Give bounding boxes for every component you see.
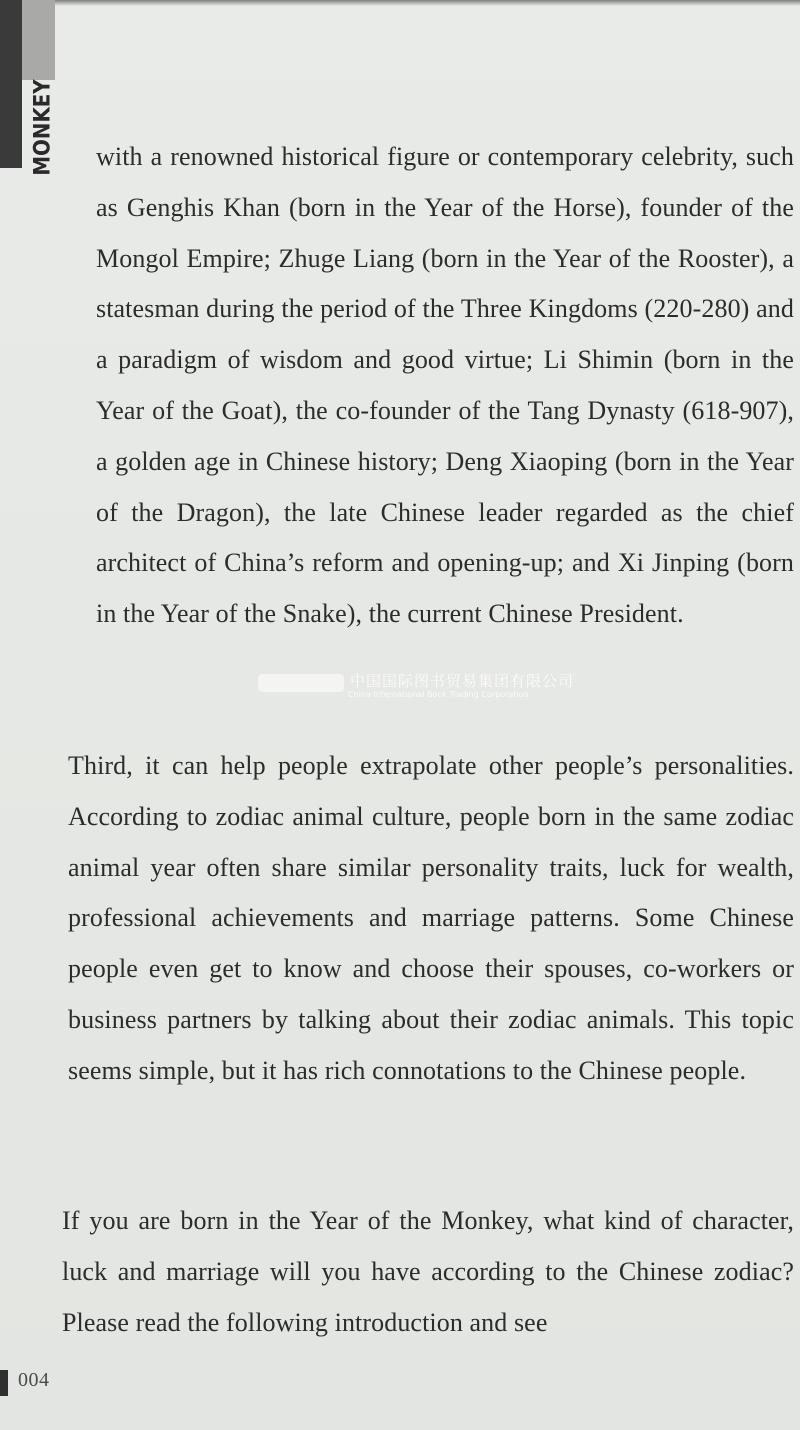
section-tab-label (21, 78, 65, 176)
page-top-shadow (0, 0, 800, 6)
publisher-watermark (258, 670, 575, 704)
section-tab-accent (22, 0, 55, 80)
section-tab-text: MONKEY (30, 78, 56, 176)
watermark-text-english: China International Book Trading Corporation (348, 690, 529, 699)
watermark-logo (258, 674, 344, 692)
body-paragraph-3: If you are born in the Year of the Monkey, what kind of character, luck and marriage will you have according to the Chinese zodiac? Please read the following introduction and see (62, 1206, 794, 1337)
page-number: 004 (18, 1369, 50, 1391)
watermark-text-chinese: 中国国际图书贸易集团有限公司 (350, 672, 575, 690)
page-number-marker (0, 1370, 8, 1396)
body-paragraph-2: Third, it can help people extrapolate other people’s personalities. According to zodiac animal culture, people born in the same zodiac animal year often share similar personality traits, luck for wealth, professional achievements and marriage patterns. Some Chinese people even get to know and choose their spouses, co-workers or business partners by talking about their zodiac animals. This topic seems simple, but it has rich connotations to the Chinese people. (68, 751, 794, 1085)
section-tab-bar (0, 0, 22, 168)
body-paragraph-1: with a renowned historical figure or contemporary celebrity, such as Genghis Khan (born in the Year of the Horse), founder of the Mongol Empire; Zhuge Liang (born in the Year of the Rooster), a statesman during the period of the Three Kingdoms (220-280) and a paradigm of wisdom and good virtue; Li Shimin (born in the Year of the Goat), the co-founder of the Tang Dynasty (618-907), a golden age in Chinese history; Deng Xiaoping (born in the Year of the Dragon), the late Chinese leader regarded as the chief architect of China’s reform and opening-up; and Xi Jinping (born in the Year of the Snake), the current Chinese President. (96, 142, 794, 629)
